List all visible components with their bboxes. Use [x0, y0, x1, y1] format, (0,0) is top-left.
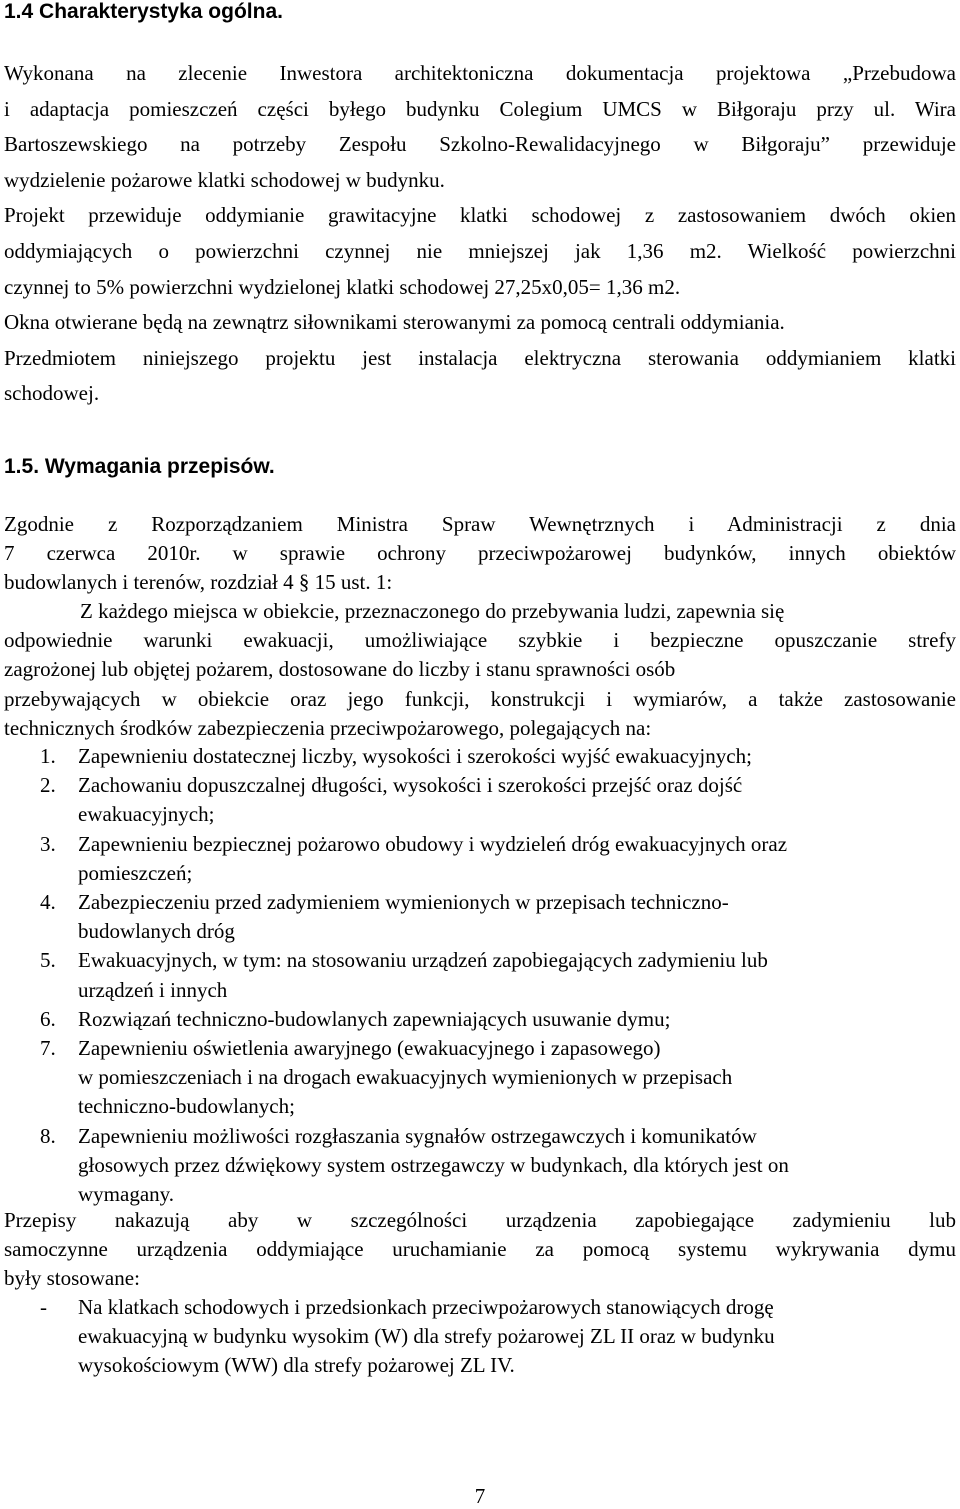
list-item-text: Zachowaniu dopuszczalnej długości, wysokości i szerokości przejść oraz dojść [78, 773, 743, 798]
list-item-text: głosowych przez dźwiękowy system ostrzegawczy w budynkach, dla których jest on [78, 1152, 789, 1177]
list-item-number: 2. [40, 773, 56, 798]
text-line: Z każdego miejsca w obiekcie, przeznaczonego do przebywania ludzi, zapewnia się [80, 599, 785, 623]
text-line: Wykonana na zlecenie Inwestora architektoniczna dokumentacja projektowa „Przebudowa [4, 61, 956, 85]
list-item [40, 888, 940, 946]
text-line: Przepisy nakazują aby w szczególności urządzenia zapobiegające zadymieniu lub [4, 1208, 956, 1232]
list-item [40, 1122, 940, 1210]
list-item-number: 4. [40, 890, 56, 915]
section-1-4-body [4, 56, 956, 412]
list-item-text: techniczno-budowlanych; [78, 1094, 295, 1119]
text-line: 7 czerwca 2010r. w sprawie ochrony przeciwpożarowej budynków, innych obiektów [4, 541, 956, 566]
list-item-text: Rozwiązań techniczno-budowlanych zapewniających usuwanie dymu; [78, 1006, 671, 1031]
list-item-text: Zapewnieniu dostatecznej liczby, wysokości i szerokości wyjść ewakuacyjnych; [78, 744, 752, 768]
dash-list-item [40, 1293, 956, 1381]
regulation-quote [4, 597, 956, 743]
regulation-intro [4, 510, 956, 598]
text-line: Przedmiotem niniejszego projektu jest instalacja elektryczna sterowania oddymianiem klatki [4, 345, 956, 370]
list-item [40, 946, 940, 1004]
text-line: oddymiających o powierzchni czynnej nie mniejszej jak 1,36 m2. Wielkość powierzchni [4, 238, 956, 263]
closing-paragraph [4, 1206, 956, 1294]
text-line: schodowej. [4, 381, 100, 406]
text-line: Zgodnie z Rozporządzaniem Ministra Spraw Wewnętrznych i Administracji z dnia [4, 512, 956, 536]
list-item-text: ewakuacyjną w budynku wysokim (W) dla strefy pożarowej ZL II oraz w budynku [78, 1324, 775, 1349]
list-item-text: ewakuacyjnych; [78, 802, 215, 827]
list-item [40, 771, 940, 829]
text-line: technicznych środków zabezpieczenia przeciwpożarowego, polegających na: [4, 715, 652, 740]
text-line: wydzielenie pożarowe klatki schodowej w budynku. [4, 167, 445, 192]
dash-marker: - [40, 1295, 47, 1319]
text-line: były stosowane: [4, 1266, 140, 1291]
text-line: odpowiednie warunki ewakuacji, umożliwiające szybkie i bezpieczne opuszczanie strefy [4, 628, 956, 653]
text-line: Projekt przewiduje oddymianie grawitacyjne klatki schodowej z zastosowaniem dwóch okien [4, 203, 956, 228]
list-item-text: budowlanych dróg [78, 919, 235, 944]
list-item-text: Zapewnieniu bezpiecznej pożarowo obudowy i wydzieleń dróg ewakuacyjnych oraz [78, 831, 788, 856]
list-item-number: 5. [40, 948, 56, 973]
list-item [40, 742, 940, 771]
list-item-text: Ewakuacyjnych, w tym: na stosowaniu urządzeń zapobiegających zadymieniu lub [78, 948, 768, 973]
list-item-number: 6. [40, 1006, 56, 1031]
list-item-text: pomieszczeń; [78, 860, 193, 885]
text-line: Bartoszewskiego na potrzeby Zespołu Szkolno-Rewalidacyjnego w Biłgoraju” przewiduje [4, 132, 956, 157]
text-line: budowlanych i terenów, rozdział 4 § 15 ust. 1: [4, 570, 393, 595]
list-item-number: 1. [40, 744, 56, 768]
list-item [40, 1005, 940, 1034]
text-line: samoczynne urządzenia oddymiające uruchamianie za pomocą systemu wykrywania dymu [4, 1237, 956, 1262]
list-item-text: Zapewnieniu oświetlenia awaryjnego (ewakuacyjnego i zapasowego) [78, 1036, 661, 1061]
list-item-text: Na klatkach schodowych i przedsionkach przeciwpożarowych stanowiących drogę [78, 1295, 774, 1319]
requirements-list [40, 742, 940, 1209]
list-item-number: 3. [40, 831, 56, 856]
page-number: 7 [474, 1484, 486, 1508]
list-item-number: 7. [40, 1036, 56, 1061]
section-1-5-title: 1.5. Wymagania przepisów. [4, 455, 275, 478]
list-item-text: wysokościowym (WW) dla strefy pożarowej ZL IV. [78, 1353, 515, 1378]
text-line: zagrożonej lub objętej pożarem, dostosowane do liczby i stanu sprawności osób [4, 657, 676, 682]
list-item-text: wymagany. [78, 1182, 175, 1207]
list-item [40, 830, 940, 888]
text-line: Okna otwierane będą na zewnątrz siłownikami sterowanymi za pomocą centrali oddymiania. [4, 310, 785, 335]
text-line: przebywających w obiekcie oraz jego funkcji, konstrukcji i wymiarów, a także zastosowanie [4, 686, 956, 711]
list-item-text: w pomieszczeniach i na drogach ewakuacyjnych wymienionych w przepisach [78, 1065, 733, 1090]
list-item-text: Zapewnieniu możliwości rozgłaszania sygnałów ostrzegawczych i komunikatów [78, 1123, 757, 1148]
list-item-text: urządzeń i innych [78, 977, 228, 1002]
text-line: czynnej to 5% powierzchni wydzielonej klatki schodowej 27,25x0,05= 1,36 m2. [4, 274, 681, 299]
list-item-text: Zabezpieczeniu przed zadymieniem wymienionych w przepisach techniczno- [78, 890, 729, 915]
list-item [40, 1034, 940, 1122]
section-1-4-title: 1.4 Charakterystyka ogólna. [4, 0, 283, 23]
text-line: i adaptacja pomieszczeń części byłego budynku Colegium UMCS w Biłgoraju przy ul. Wira [4, 96, 956, 121]
list-item-number: 8. [40, 1123, 56, 1148]
